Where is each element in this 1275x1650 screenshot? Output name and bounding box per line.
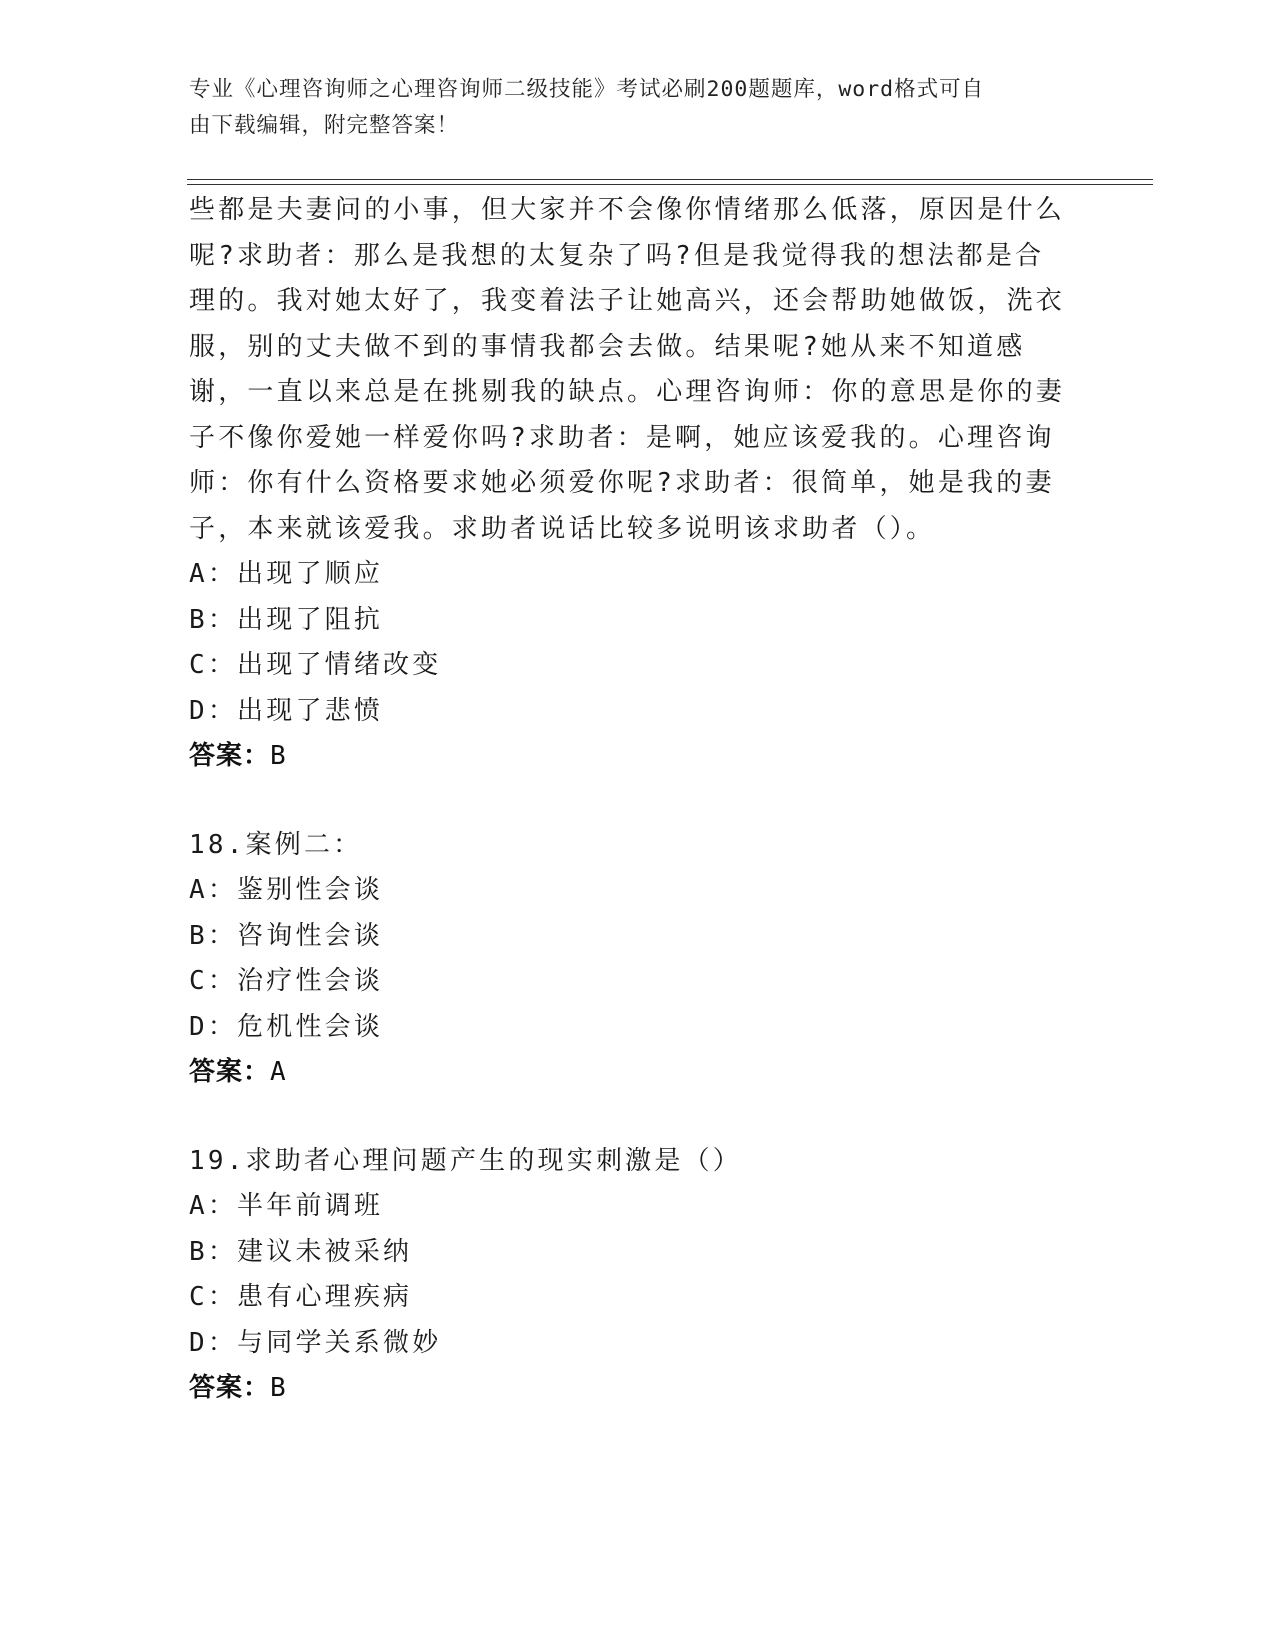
question-19-title: 19.求助者心理问题产生的现实刺激是（）: [189, 1145, 742, 1176]
question-17-answer: [189, 734, 1069, 780]
page-header: [189, 72, 1069, 144]
question-19-option-d: D：与同学关系微妙: [189, 1327, 442, 1358]
question-18: [189, 823, 1069, 1096]
question-17-text: 些都是夫妻问的小事，但大家并不会像你情绪那么低落，原因是什么呢?求助者：那么是我想的太复杂了吗?但是我觉得我的想法都是合理的。我对她太好了，我变着法子让她高兴，还会帮助她做饭，洗衣服，别的丈夫做不到的事情我都会去做。结果呢?她从来不知道感谢，一直以来总是在挑剔我的缺点。心理咨询师：你的意思是你的妻子不像你爱她一样爱你吗?求助者：是啊，她应该爱我的。心理咨询师：你有什么资格要求她必须爱你呢?求助者：很简单，她是我的妻子，本来就该爱我。求助者说话比较多说明该求助者（）。: [189, 195, 1066, 544]
header-line-1: 专业《心理咨询师之心理咨询师二级技能》考试必刷200题题库，word格式可自: [189, 77, 985, 102]
answer-value: B: [270, 1373, 287, 1403]
answer-value: B: [270, 741, 287, 771]
answer-label: 答案：: [189, 741, 271, 771]
header-line-2: 由下载编辑，附完整答案！: [189, 113, 460, 138]
question-19-option-c: C：患有心理疾病: [189, 1282, 413, 1312]
header-divider-bottom: [187, 184, 1153, 185]
question-17-option-b: B：出现了阻抗: [189, 604, 384, 635]
document-body: [189, 188, 1069, 1412]
question-18-title: 18.案例二：: [189, 829, 363, 860]
question-18-option-b: B：咨询性会谈: [189, 920, 384, 951]
question-17-option-a: A：出现了顺应: [189, 559, 384, 589]
question-18-option-c: C：治疗性会谈: [189, 966, 384, 996]
question-18-option-d: D：危机性会谈: [189, 1011, 384, 1042]
question-17-option-c: C：出现了情绪改变: [189, 650, 442, 680]
question-19: [189, 1139, 1069, 1412]
question-19-option-a: A：半年前调班: [189, 1191, 384, 1221]
header-divider-top: [187, 179, 1153, 180]
answer-value: A: [270, 1057, 287, 1087]
question-17-option-d: D：出现了悲愤: [189, 695, 384, 726]
answer-label: 答案：: [189, 1373, 271, 1403]
question-19-option-b: B：建议未被采纳: [189, 1236, 413, 1267]
question-17: [189, 188, 1069, 780]
question-18-answer: [189, 1050, 1069, 1096]
answer-label: 答案：: [189, 1057, 271, 1087]
spacer: [189, 780, 1069, 823]
spacer: [189, 1096, 1069, 1139]
question-18-option-a: A：鉴别性会谈: [189, 875, 384, 905]
question-19-answer: [189, 1366, 1069, 1412]
